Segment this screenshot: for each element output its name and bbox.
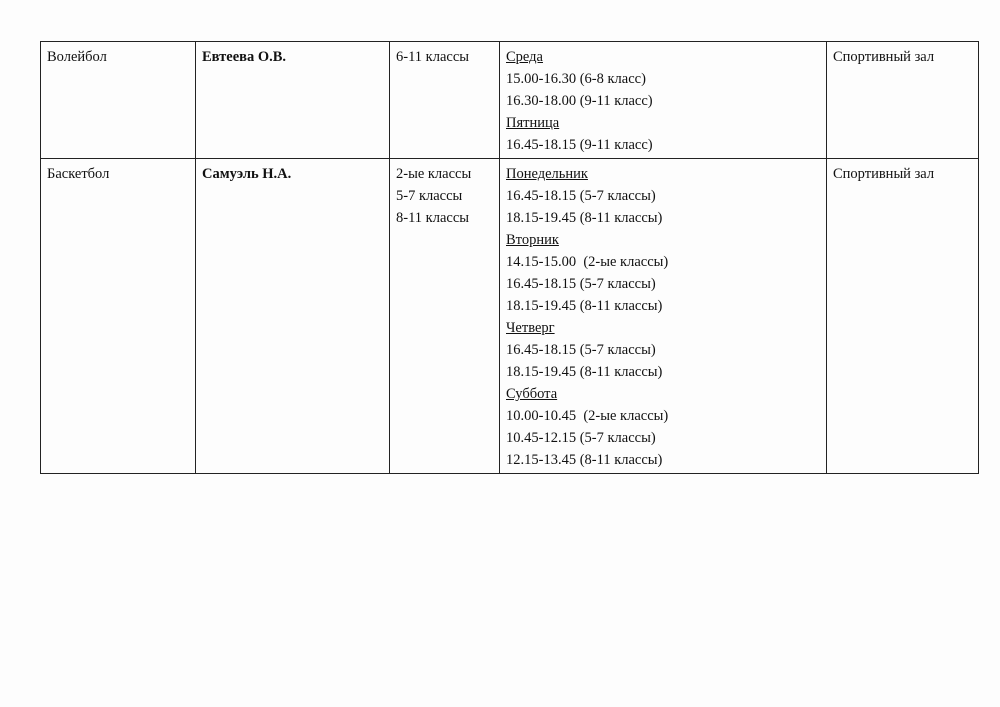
table-row	[41, 42, 979, 159]
time-slot: 16.45-18.15 (5-7 классы)	[506, 188, 656, 204]
place-cell	[827, 159, 979, 474]
schedule-cell	[500, 42, 827, 159]
table-row	[41, 159, 979, 474]
sport-name: Баскетбол	[47, 166, 110, 182]
sport-cell	[41, 159, 196, 474]
place-cell	[827, 42, 979, 159]
grade-group: 6-11 классы	[396, 49, 469, 65]
grades-cell	[390, 42, 500, 159]
teacher-name: Евтеева О.В.	[202, 49, 287, 65]
time-slot: 10.45-12.15 (5-7 классы)	[506, 430, 656, 446]
time-slot: 10.00-10.45 (2-ые классы)	[506, 408, 669, 424]
grade-group: 2-ые классы	[396, 166, 472, 182]
day-label: Вторник	[506, 232, 559, 248]
time-slot: 16.45-18.15 (5-7 классы)	[506, 276, 656, 292]
day-label: Суббота	[506, 386, 558, 402]
time-slot: 12.15-13.45 (8-11 классы)	[506, 452, 663, 468]
time-slot: 16.45-18.15 (5-7 классы)	[506, 342, 656, 358]
time-slot: 18.15-19.45 (8-11 классы)	[506, 364, 663, 380]
time-slot: 14.15-15.00 (2-ые классы)	[506, 254, 669, 270]
teacher-cell	[196, 42, 390, 159]
day-label: Среда	[506, 49, 543, 65]
grades-cell	[390, 159, 500, 474]
schedule-cell	[500, 159, 827, 474]
time-slot: 15.00-16.30 (6-8 класс)	[506, 71, 646, 87]
place-name: Спортивный зал	[833, 166, 935, 182]
day-label: Понедельник	[506, 166, 588, 182]
time-slot: 18.15-19.45 (8-11 классы)	[506, 298, 663, 314]
schedule-table	[40, 41, 979, 474]
grade-group: 8-11 классы	[396, 210, 469, 226]
grade-group: 5-7 классы	[396, 188, 463, 204]
time-slot: 16.30-18.00 (9-11 класс)	[506, 93, 653, 109]
time-slot: 16.45-18.15 (9-11 класс)	[506, 137, 653, 153]
day-label: Пятница	[506, 115, 560, 131]
teacher-cell	[196, 159, 390, 474]
sport-name: Волейбол	[47, 49, 107, 65]
time-slot: 18.15-19.45 (8-11 классы)	[506, 210, 663, 226]
teacher-name: Самуэль Н.А.	[202, 166, 292, 182]
place-name: Спортивный зал	[833, 49, 935, 65]
day-label: Четверг	[506, 320, 555, 336]
sport-cell	[41, 42, 196, 159]
